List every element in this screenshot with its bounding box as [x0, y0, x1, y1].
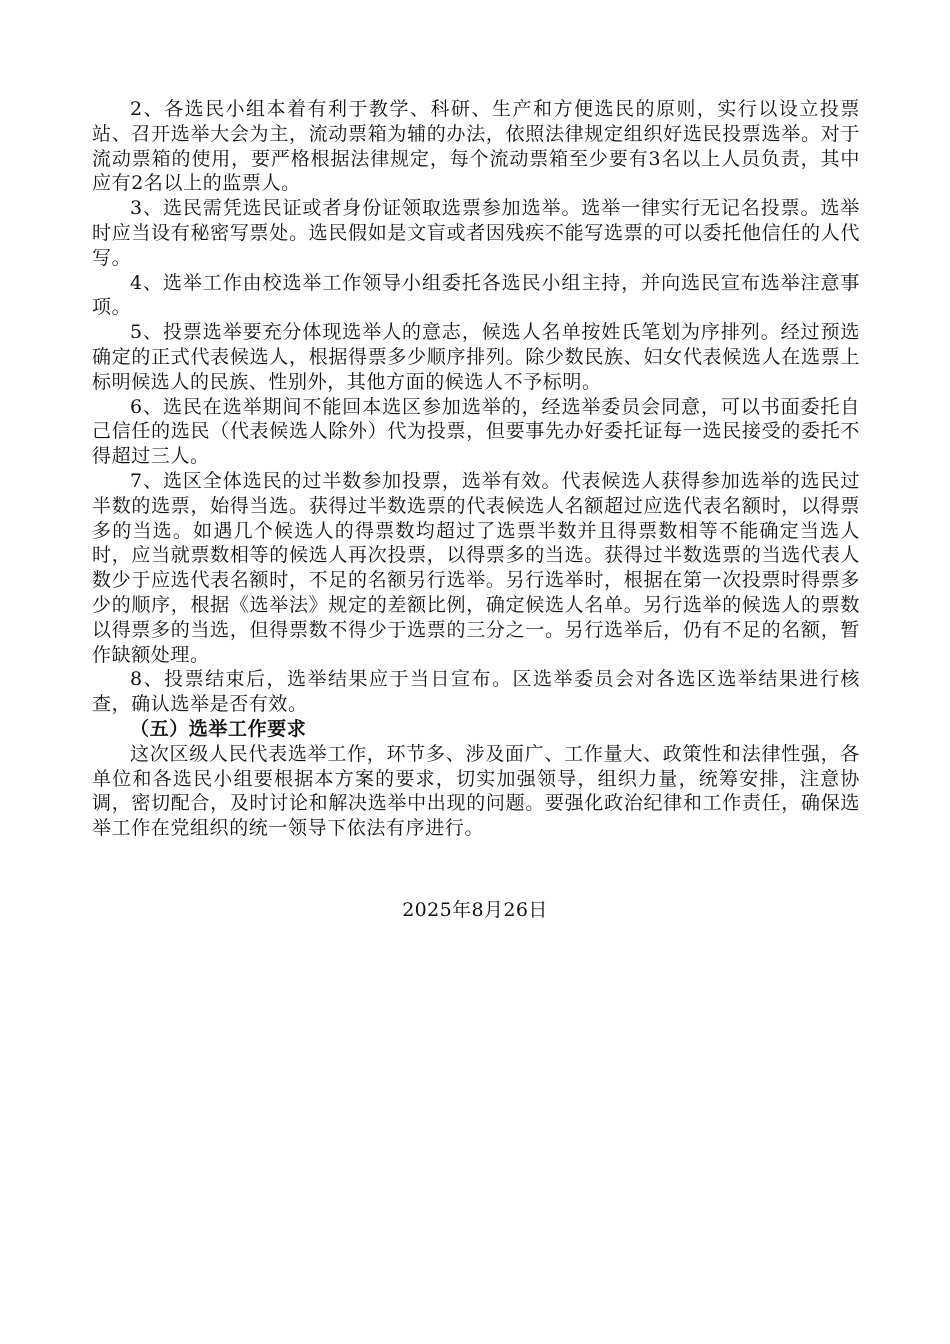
section-heading: （五）选举工作要求	[130, 717, 307, 740]
paragraph-item-8: 8、投票结束后，选举结果应于当日宣布。区选举委员会对各选区选举结果进行核查，确认选举是否有效。	[92, 668, 860, 716]
paragraph-item-4: 4、选举工作由校选举工作领导小组委托各选民小组主持，并向选民宣布选举注意事项。	[92, 271, 860, 319]
document-date: 2025年8月26日	[402, 899, 548, 921]
paragraph-item-6: 6、选民在选举期间不能回本选区参加选举的，经选举委员会同意，可以书面委托自己信任的选民（代表候选人除外）代为投票，但要事先办好委托证每一选民接受的委托不得超过三人。	[92, 395, 860, 468]
paragraph-item-5: 5、投票选举要充分体现选举人的意志，候选人名单按姓氏笔划为序排列。经过预选确定的正式代表候选人，根据得票多少顺序排列。除少数民族、妇女代表候选人在选票上标明候选人的民族、性别外，其他方面的候选人不予标明。	[92, 321, 860, 393]
paragraph-item-3: 3、选民需凭选民证或者身份证领取选票参加选举。选举一律实行无记名投票。选举时应当设有秘密写票处。选民假如是文盲或者因残疾不能写选票的可以委托他信任的人代写。	[92, 197, 860, 269]
paragraph-item-2: 2、各选民小组本着有利于教学、科研、生产和方便选民的原则，实行以设立投票站、召开选举大会为主，流动票箱为辅的办法，依照法律规定组织好选民投票选举。对于流动票箱的使用，要严格根据法律规定，每个流动票箱至少要有3名以上人员负责，其中应有2名以上的监票人。	[92, 98, 860, 195]
paragraph-requirements: 这次区级人民代表选举工作，环节多、涉及面广、工作量大、政策性和法律性强，各单位和各选民小组要根据本方案的要求，切实加强领导，组织力量，统筹安排，注意协调，密切配合，及时讨论和解决选举中出现的问题。要强化政治纪律和工作责任，确保选举工作在党组织的统一领导下依法有序进行。	[92, 742, 860, 840]
paragraph-item-7: 7、选区全体选民的过半数参加投票，选举有效。代表候选人获得参加选举的选民过半数的选票，始得当选。获得过半数选票的代表候选人名额超过应选代表名额时，以得票多的当选。如遇几个候选人的得票数均超过了选票半数并且得票数相等不能确定当选人时，应当就票数相等的候选人再次投票，以得票多的当选。获得过半数选票的当选代表人数少于应选代表名额时，不足的名额另行选举。另行选举时，根据在第一次投票时得票多少的顺序，根据《选举法》规定的差额比例，确定候选人名单。另行选举的候选人的票数以得票多的当选，但得票数不得少于选票的三分之一。另行选举后，仍有不足的名额，暂作缺额处理。	[92, 469, 860, 666]
document-body	[92, 97, 860, 841]
